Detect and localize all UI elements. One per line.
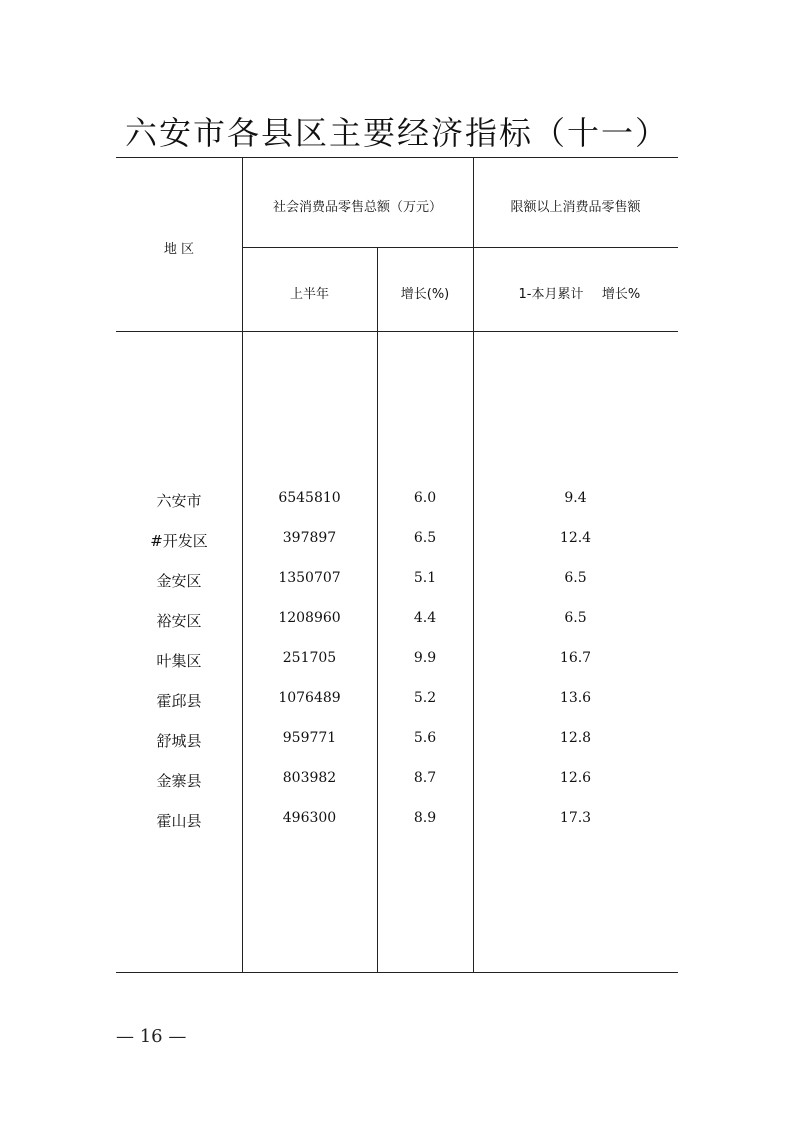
header-growth-percent: 增长% [601,287,641,302]
row-above-quota-growth: 6.5 [564,570,587,586]
header-growth: 增长(%) [400,287,450,302]
page-title: 六安市各县区主要经济指标（十一） [124,114,669,152]
row-retail-value: 397897 [282,530,337,546]
row-retail-growth: 9.9 [413,650,437,666]
row-region: 六安市 [156,492,202,510]
row-retail-growth: 5.6 [413,730,437,746]
row-retail-value: 959771 [282,730,337,746]
row-above-quota-growth: 13.6 [559,690,592,706]
row-region: 叶集区 [156,652,202,670]
row-above-quota-growth: 16.7 [559,650,592,666]
row-region: 霍邱县 [156,692,202,710]
statistics-table [116,157,678,973]
row-region: #开发区 [150,532,208,550]
row-retail-value: 1076489 [278,690,341,706]
row-retail-value: 803982 [282,770,337,786]
row-retail-value: 6545810 [278,490,341,506]
row-above-quota-growth: 12.8 [559,730,592,746]
row-retail-value: 496300 [282,810,337,826]
row-retail-value: 1350707 [278,570,341,586]
row-above-quota-growth: 6.5 [564,610,587,626]
header-retail-sales-group: 社会消费品零售总额（万元） [272,200,442,215]
row-region: 霍山县 [156,812,202,830]
row-retail-growth: 8.9 [413,810,437,826]
header-region: 地 区 [163,242,195,257]
row-above-quota-growth: 17.3 [559,810,592,826]
header-bottom-border [116,331,678,332]
row-region: 舒城县 [156,732,202,750]
table-top-border [116,157,678,158]
row-retail-growth: 6.0 [413,490,437,506]
row-retail-growth: 6.5 [413,530,437,546]
row-retail-growth: 5.1 [413,570,437,586]
row-region: 金寨县 [156,772,202,790]
row-above-quota-growth: 9.4 [564,490,587,506]
header-group-divider [242,247,678,248]
row-retail-growth: 4.4 [413,610,437,626]
table-bottom-border [116,972,678,973]
column-divider-region [242,157,243,973]
row-retail-growth: 8.7 [413,770,437,786]
header-above-quota-group: 限额以上消费品零售额 [510,200,641,215]
row-region: 裕安区 [156,612,202,630]
row-region: 金安区 [156,572,202,590]
row-above-quota-growth: 12.4 [559,530,592,546]
column-divider-group [473,157,474,973]
row-retail-value: 251705 [282,650,337,666]
row-above-quota-growth: 12.6 [559,770,592,786]
header-first-half: 上半年 [289,287,329,302]
row-retail-growth: 5.2 [413,690,437,706]
row-retail-value: 1208960 [278,610,341,626]
page-number: — 16 — [116,1026,187,1047]
header-cumulative: 1-本月累计 [518,287,584,302]
